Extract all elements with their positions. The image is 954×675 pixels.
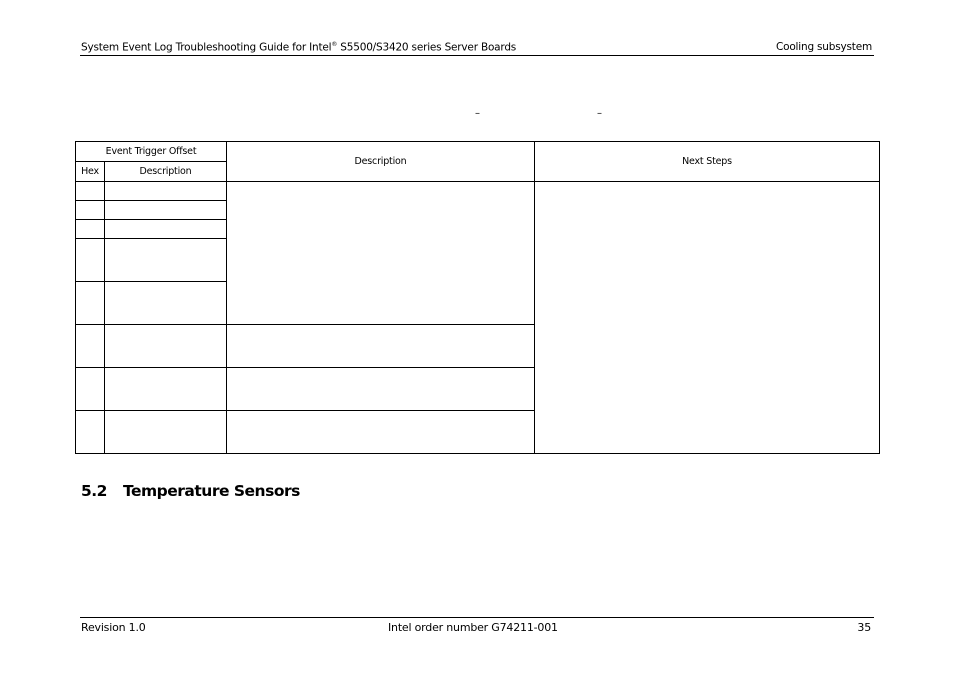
table-cell	[76, 282, 105, 325]
table-cell	[76, 182, 105, 201]
header-rule	[80, 55, 874, 56]
table-cell	[105, 201, 227, 220]
header-title-suffix: S5500/S3420 series Server Boards	[337, 41, 517, 54]
table-cell	[227, 411, 535, 454]
caption-dash: –	[597, 108, 602, 119]
table-cell	[227, 368, 535, 411]
section-title: Temperature Sensors	[123, 482, 300, 500]
table-cell	[105, 411, 227, 454]
table-cell	[105, 282, 227, 325]
caption-dash: –	[475, 108, 480, 119]
table-cell	[76, 239, 105, 282]
table-cell	[76, 368, 105, 411]
table-cell	[76, 220, 105, 239]
footer-revision: Revision 1.0	[81, 621, 146, 634]
header-description: Description	[227, 142, 535, 182]
section-heading	[81, 482, 300, 500]
table-cell	[105, 239, 227, 282]
table-cell	[227, 182, 535, 325]
registered-mark: ®	[331, 41, 338, 48]
footer-order-number: Intel order number G74211-001	[388, 621, 558, 634]
header-hex: Hex	[76, 162, 105, 182]
footer-page-number: 35	[857, 621, 871, 634]
running-header-title	[81, 41, 516, 54]
table-cell	[227, 325, 535, 368]
table-cell	[105, 325, 227, 368]
sel-event-table	[75, 141, 880, 454]
running-header-chapter: Cooling subsystem	[775, 41, 872, 53]
table-row	[76, 182, 880, 201]
header-next-steps: Next Steps	[535, 142, 880, 182]
header-offset-description: Description	[105, 162, 227, 182]
footer-rule	[80, 617, 874, 618]
table-header-row	[76, 142, 880, 162]
table-cell	[76, 201, 105, 220]
table-cell	[535, 182, 880, 454]
header-title-prefix: System Event Log Troubleshooting Guide for Intel	[81, 41, 332, 54]
table-cell	[76, 325, 105, 368]
table-cell	[105, 368, 227, 411]
table-cell	[76, 411, 105, 454]
table-cell	[105, 220, 227, 239]
section-number: 5.2	[81, 482, 107, 500]
table-cell	[105, 182, 227, 201]
header-event-trigger-offset: Event Trigger Offset	[76, 142, 227, 162]
